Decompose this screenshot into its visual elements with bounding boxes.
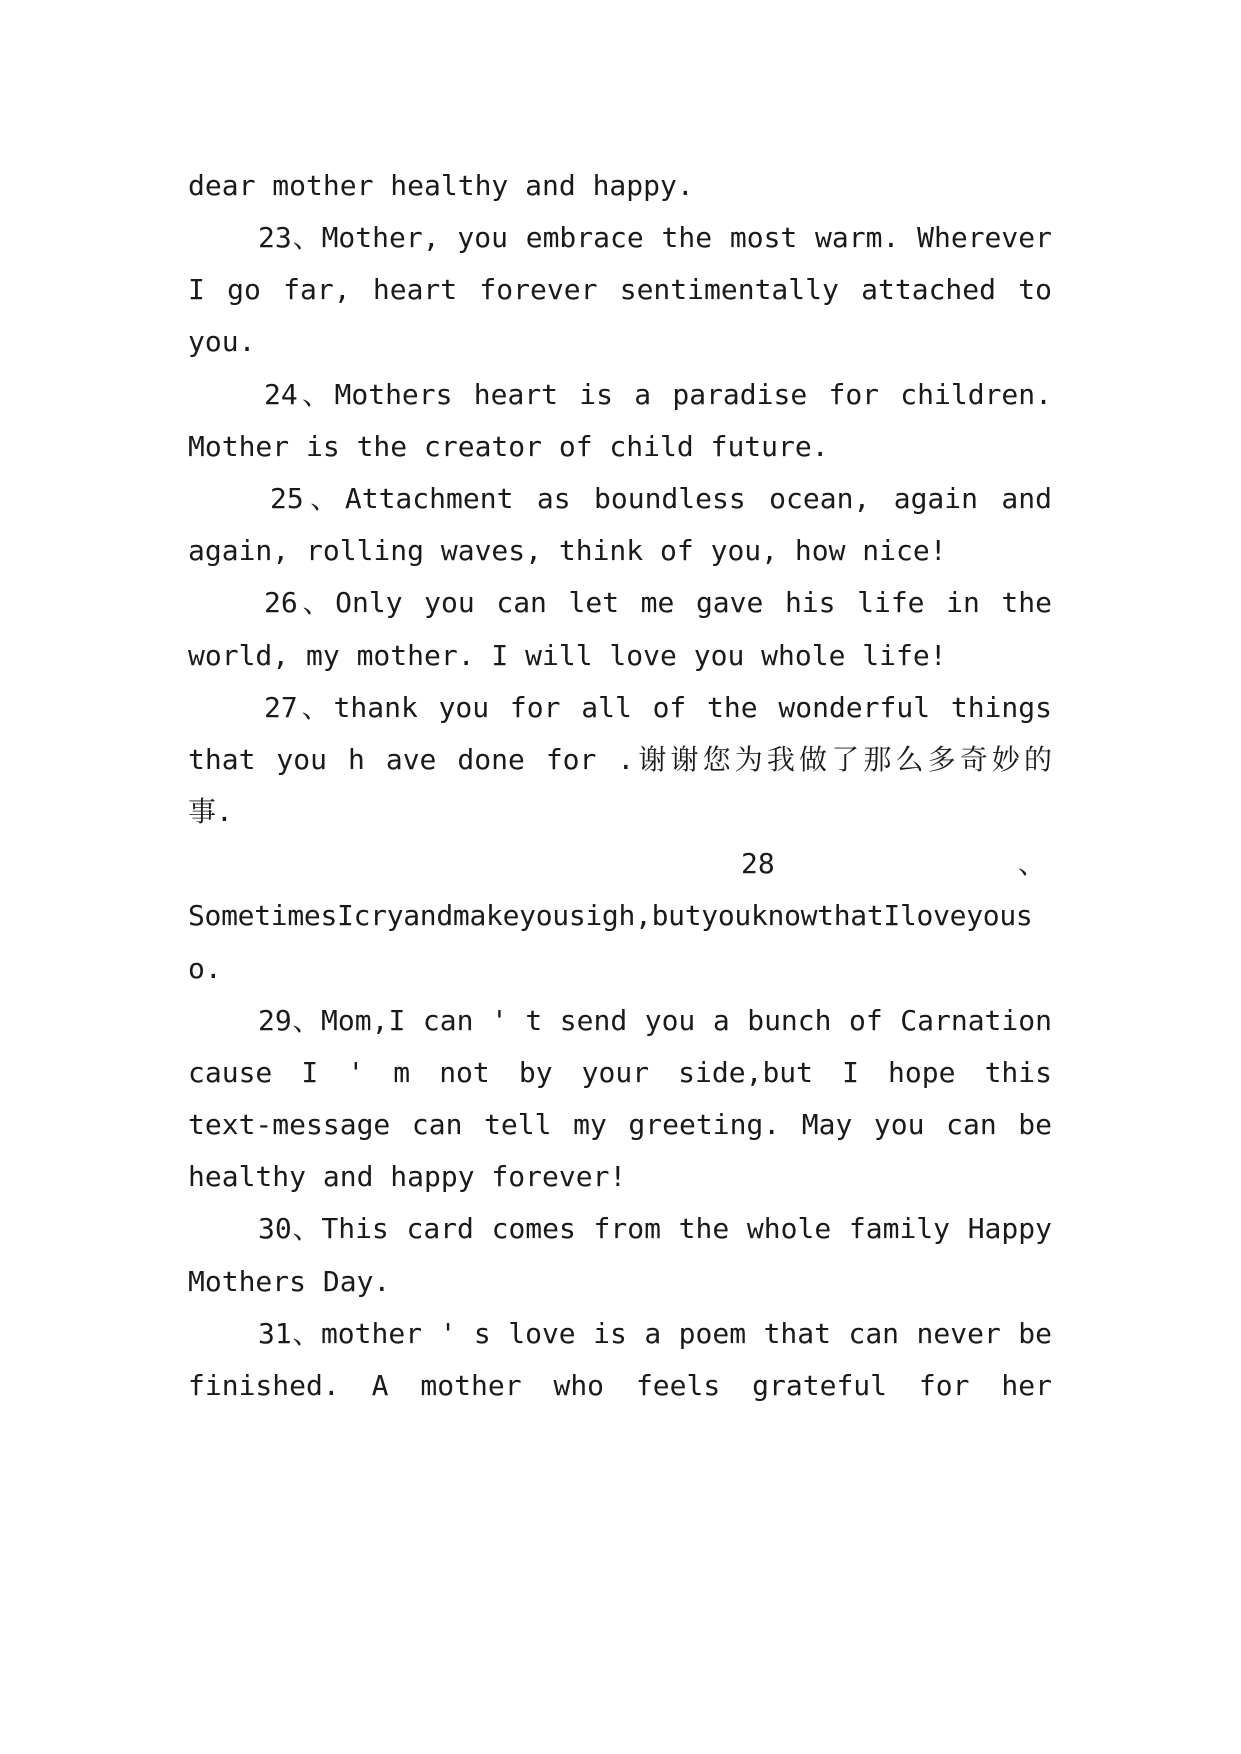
text-line: 23、Mother, you embrace the most warm. Wherever (258, 221, 1052, 254)
text-line: I go far, heart forever sentimentally attached to (188, 273, 1052, 306)
text-line: cause I ' m not by your side,but I hope this (188, 1056, 1052, 1089)
text-line: 24、Mothers heart is a paradise for children. (264, 378, 1052, 411)
text-line: dear mother healthy and happy. (188, 169, 694, 202)
text-line: finished. A mother who feels grateful for her (188, 1369, 1052, 1402)
text-line: healthy and happy forever! (188, 1160, 627, 1193)
text-line: Mother is the creator of child future. (188, 430, 829, 463)
text-line: 26、Only you can let me gave his life in the (264, 586, 1052, 619)
text-line: 25、Attachment as boundless ocean, again and (270, 482, 1052, 515)
text-line: SometimesIcryandmakeyousigh,butyouknowthatIloveyous (188, 899, 1033, 932)
text-line: 30、This card comes from the whole family Happy (258, 1212, 1052, 1245)
text-line: you. (188, 325, 256, 358)
text-line: world, my mother. I will love you whole life! (188, 639, 947, 672)
item-number: 28 (741, 847, 775, 880)
text-line: again, rolling waves, think of you, how nice! (188, 534, 947, 567)
enumeration-comma: 、 (1018, 847, 1047, 880)
text-line: 事. (188, 795, 233, 828)
text-line: Mothers Day. (188, 1265, 391, 1298)
text-line: text-message can tell my greeting. May you can be (188, 1108, 1052, 1141)
text-line: o. (188, 952, 222, 985)
text-line: that you h ave done for .谢谢您为我做了那么多奇妙的 (188, 743, 1052, 776)
text-line: 27、thank you for all of the wonderful things (264, 691, 1052, 724)
text-line: 31、mother ' s love is a poem that can never be (258, 1317, 1052, 1350)
text-line: 29、Mom,I can ' t send you a bunch of Carnation (258, 1004, 1052, 1037)
